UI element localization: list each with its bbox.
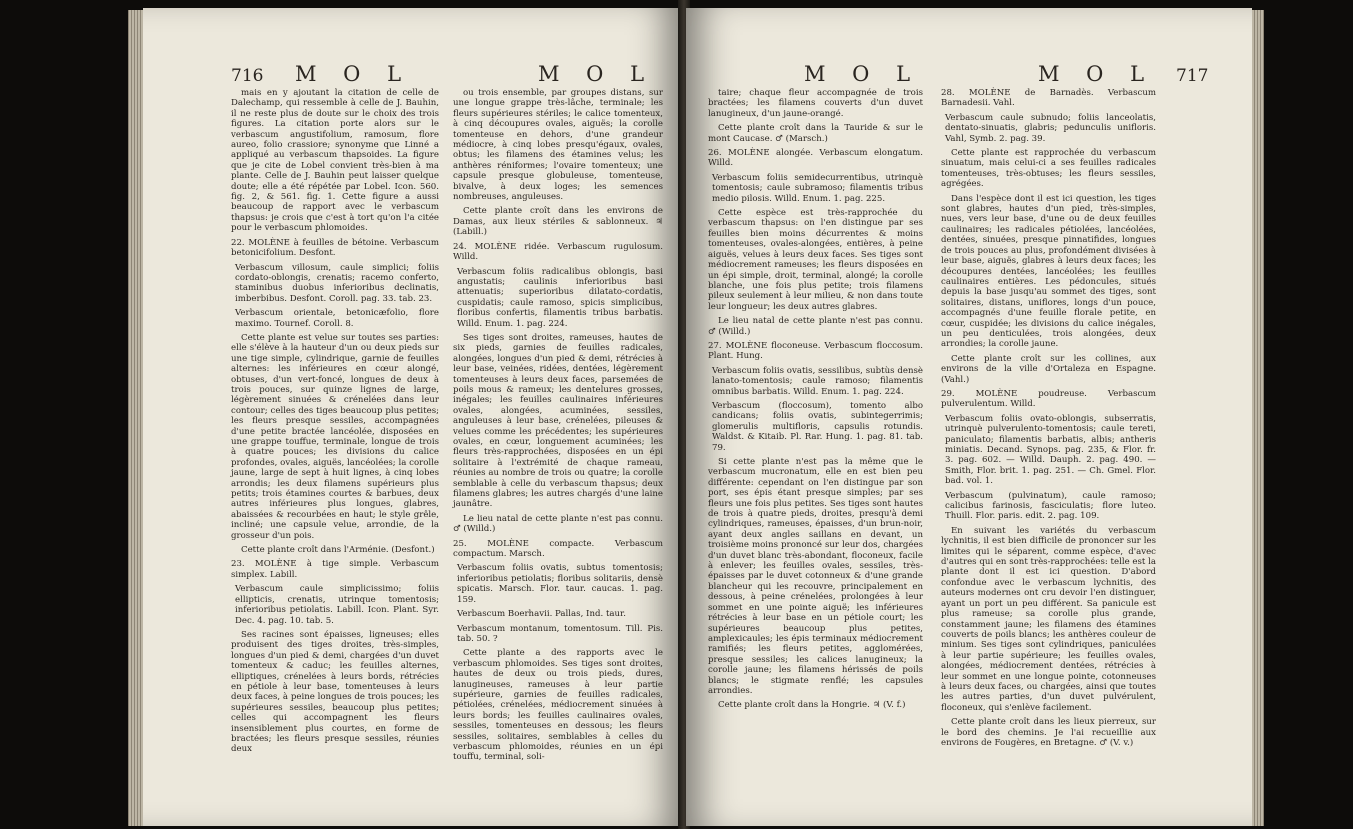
left-running-head: M O L (295, 62, 412, 86)
paragraph: ou trois ensemble, par groupes distans, sur une longue grappe très-lâche, terminale; les fleurs supérieures stériles; le calice tomenteux, à cinq découpures ovales, aiguës; la corolle tomenteuse en dehors, d'une grandeur médiocre, à cinq lobes presqu'égaux, ovales, obtus; les filamens des étamines velus; les anthères réniformes; l'ovaire tomenteux; une capsule presque globuleuse, tomenteuse, bivalve, à deux loges; les semences nombreuses, anguleuses. (453, 88, 663, 203)
paragraph: Ses tiges sont droites, rameuses, hautes de six pieds, garnies de feuilles radicales, alongées, longues d'un pied & demi, rétrécies à leur base, veinées, ridées, dentées, légèrement tomenteuses à leurs deux faces, parsemées de poils mous & rameux; les dentelures grosses, inégales; les feuilles caulinaires inférieures ovales, alongées, acuminées, sessiles, anguleuses à leur base, crénelées, pileuses & velues comme les précédentes; les supérieures ovales, en cœur, longuement acuminées; les fleurs très-rapprochées, disposées en un épi solitaire à l'extrémité de chaque rameau, réunies au nombre de trois ou quatre; la corolle semblable à celle du verbascum thapsus; deux filamens glabres; les autres chargés d'une laine jaunâtre. (453, 332, 663, 510)
citation: Verbascum foliis radicalibus oblongis, basi angustatis; caulinis inferioribus basi attenuatis; superioribus dilatato-cordatis, cuspidatis; caule ramoso, spicis simplicibus, floribus confertis, filamentis tribus barbatis. Willd. Enum. 1. pag. 224. (457, 266, 663, 329)
paragraph: Cette plante croît dans les lieux pierreux, sur le bord des chemins. Je l'ai recueillie aux environs de Fougères, en Bretagne. ♂ (V. v.) (941, 717, 1156, 748)
left-page-number: 716 (231, 66, 264, 86)
paragraph: En suivant les variétés du verbascum lychnitis, il est bien difficile de prononcer sur les limites qui le séparent, comme espèce, d'avec d'autres qui en sont très-rapprochées: telle est la plante dont il est ici question. D'abord confondue avec le verbascum lychnitis, des auteurs modernes ont cru devoir l'en distinguer, ayant un port un peu différent. Sa panicule est plus rameuse; sa corolle plus grande, constamment jaune; les filamens des étamines couverts de poils blancs; les anthères couleur de minium. Ses tiges sont cylindriques, paniculées à leur partie supérieure; les feuilles ovales, alongées, médiocrement dentées, rétrécies à leur sommet en une longue pointe, cotonneuses à leurs deux faces, ou chargées, ainsi que toutes les autres parties, d'un duvet pulvérulent, floconeux, qui s'enlève facilement. (941, 525, 1156, 713)
species-heading: 22. MOLÈNE à feuilles de bétoine. Verbascum betonicifolium. Desfont. (231, 237, 439, 259)
species-heading: 27. MOLÈNE floconeuse. Verbascum floccosum. Plant. Hung. (708, 340, 923, 362)
right-running-head-2: M O L (1038, 62, 1155, 86)
right-column-2 (941, 88, 1156, 752)
left-running-head-2: M O L (538, 62, 655, 86)
paragraph: Cette plante croît sur les collines, aux environs de la ville d'Ortaleza en Espagne. (Vahl.) (941, 353, 1156, 385)
paragraph: Ses racines sont épaisses, ligneuses; elles produisent des tiges droites, très-simples, longues d'un pied & demi, chargées d'un duvet tomenteux & caduc; les feuilles alternes, elliptiques, crénelées à leurs bords, rétrécies en pétiole à leur base, tomenteuses à leurs deux faces, à peine longues de trois pouces; les supérieures sessiles, beaucoup plus petites; celles qui accompagnent les fleurs insensiblement plus courtes, en forme de bractées; les fleurs presque sessiles, réunies deux (231, 629, 439, 755)
citation: Verbascum foliis ovatis, subtus tomentosis; inferioribus petiolatis; floribus solitariis, densè spicatis. Marsch. Flor. taur. caucas. 1. pag. 159. (457, 563, 663, 605)
species-heading: 25. MOLÈNE compacte. Verbascum compactum. Marsch. (453, 538, 663, 560)
left-column-1 (231, 88, 439, 759)
right-column-1 (708, 88, 923, 715)
citation: Verbascum (pulvinatum), caule ramoso; calicibus farinosis, fasciculatis; flore luteo. Thuill. Flor. paris. edit. 2. pag. 109. (945, 490, 1156, 522)
paragraph: Si cette plante n'est pas la même que le verbascum mucronatum, elle en est bien peu différente: cependant on l'en distingue par son port, ses épis étant presque simples; par ses fleurs une fois plus petites. Ses tiges sont hautes de trois à quatre pieds, droites, presqu'à demi cylindriques, rameuses, épaisses, d'un brun-noir, ayant deux angles saillans en devant, un troisième moins prononcé sur leur dos, chargées d'un duvet blanc très-abondant, floconeux, facile à enlever; les feuilles ovales, sessiles, très-épaisses par le duvet cotonneux & d'une grande blancheur qui les recouvre, principalement en dessous, à peine crénelées, prolongées à leur sommet en une pointe aiguë; les inférieures rétrécies à leur base en un pétiole court; les supérieures beaucoup plus petites, amplexicaules; les épis terminaux médiocrement ramifiés; les fleurs petites, agglomérées, presque sessiles; les calices lanugineux; la corolle jaune; les filamens hérissés de poils blancs; le stigmate renflé; les capsules arrondies. (708, 457, 923, 696)
paragraph: mais en y ajoutant la citation de celle de Dalechamp, qui ressemble à celle de J. Bauhin, il ne reste plus de doute sur le choix des trois figures. La citation porte alors sur le verbascum angustifolium, ramosum, flore aureo, folio crassiore; synonyme que Linné a appliqué au verbascum thapsoides. La figure que je cite de Lobel convient très-bien à ma plante. Celle de J. Bauhin peut laisser quelque doute; elle a été répétée par Lobel. Icon. 560. fig. 2, & 561. fig. 1. Cette figure a aussi beaucoup de rapport avec le verbascum thapsus: je crois que c'est à tort qu'on l'a citée pour le verbascum phlomoides. (231, 88, 439, 234)
paragraph: taire; chaque fleur accompagnée de trois bractées; les filamens couverts d'un duvet lanugineux, d'un jaune-orangé. (708, 88, 923, 119)
citation: Verbascum Boerhavii. Pallas, Ind. taur. (457, 609, 626, 620)
species-heading: 23. MOLÈNE à tige simple. Verbascum simplex. Labill. (231, 559, 439, 580)
right-page (686, 8, 1252, 826)
paragraph: Cette plante est velue sur toutes ses parties: elle s'élève à la hauteur d'un ou deux pieds sur une tige simple, cylindrique, garnie de feuilles alternes: les inférieures en cœur alongé, obtuses, d'un vert-foncé, longues de deux à trois pouces, sur quinze lignes de large, légèrement sinuées & crénelées dans leur contour; celles des tiges beaucoup plus petites; les fleurs presque sessiles, accompagnées d'une petite bractée lancéolée, disposées en une grappe touffue, terminale, longue de trois à quatre pouces; les divisions du calice profondes, ovales, aiguës, lancéolées; la corolle jaune, large de sept à huit lignes, à cinq lobes arrondis; les deux filamens supérieurs plus petits; trois étamines courtes & barbues, deux autres inférieures plus longues, glabres, abaissées & recourbées en haut; le style grêle, incliné; une capsule velue, arrondie, de la grosseur d'un pois. (231, 332, 439, 541)
right-running-head: M O L (804, 62, 921, 86)
paragraph: Cette plante croît dans l'Arménie. (Desfont.) (241, 545, 435, 556)
paragraph: Cette plante a des rapports avec le verbascum phlomoides. Ses tiges sont droites, hautes de deux ou trois pieds, dures, lanugineuses, rameuses à leur partie supérieure, garnies de feuilles radicales, pétiolées, crénelées, médiocrement sinuées à leurs bords; les feuilles caulinaires ovales, sessiles, tomenteuses en dessous; les fleurs sessiles, solitaires, semblables à celles du verbascum phlomoides, réunies en un épi touffu, terminal, soli- (453, 648, 663, 763)
citation: Verbascum foliis semidecurrentibus, utrinquè tomentosis; caule subramoso; filamentis tribus medio pilosis. Willd. Enum. 1. pag. 225. (712, 172, 923, 204)
citation: Verbascum foliis ovato-oblongis, subserratis, utrinquè pulverulento-tomentosis; caule tereti, paniculato; filamentis barbatis, albis; antheris miniatis. Decand. Synops. pag. 235, & Flor. fr. 3. pag. 602. — Willd. Dauph. 2. pag. 490. — Smith, Flor. brit. 1. pag. 251. — Ch. Gmel. Flor. bad. vol. 1. (945, 413, 1156, 487)
citation: Verbascum orientale, betonicæfolio, flore maximo. Tournef. Coroll. 8. (235, 308, 439, 329)
book-edge-left (128, 10, 144, 826)
book-edge-right (1252, 10, 1264, 826)
paragraph: Cette plante est rapprochée du verbascum sinuatum, mais celui-ci a ses feuilles radicales tomenteuses, très-obtuses; les fleurs sessiles, agrégées. (941, 148, 1156, 190)
paragraph: Le lieu natal de cette plante n'est pas connu. ♂ (Willd.) (453, 513, 663, 535)
paragraph: Cette espèce est très-rapprochée du verbascum thapsus: on l'en distingue par ses feuilles bien moins décurrentes & moins tomenteuses, ovales-alongées, entières, à peine aiguës, velues à leurs deux faces. Ses tiges sont médiocrement rameuses; les fleurs disposées en un épi simple, droit, terminal, alongé; la corolle blanche, une fois plus petite; trois filamens pileux seulement à leur milieu, & non dans toute leur longueur; les deux autres glabres. (708, 208, 923, 312)
species-heading: 26. MOLÈNE alongée. Verbascum elongatum. Willd. (708, 148, 923, 169)
citation: Verbascum caule subnudo; foliis lanceolatis, dentato-sinuatis, glabris; pedunculis unifloris. Vahl, Symb. 2. pag. 39. (945, 112, 1156, 144)
citation: Verbascum (floccosum), tomento albo candicans; foliis ovatis, subintegerrimis; glomerulis multifloris, capsulis rotundis. Waldst. & Kitaib. Pl. Rar. Hung. 1. pag. 81. tab. 79. (712, 400, 923, 453)
left-page (143, 8, 681, 826)
citation: Verbascum montanum, tomentosum. Till. Pis. tab. 50. ? (457, 623, 663, 644)
species-heading: 29. MOLÈNE poudreuse. Verbascum pulverulentum. Willd. (941, 388, 1156, 410)
citation: Verbascum foliis ovatis, sessilibus, subtùs densè lanato-tomentosis; caule ramoso; filamentis omnibus barbatis. Willd. Enum. 1. pag. 224. (712, 365, 923, 397)
citation: Verbascum villosum, caule simplici; foliis cordato-oblongis, crenatis; racemo conferto, staminibus duobus inferioribus declinatis, imberbibus. Desfont. Coroll. pag. 33. tab. 23. (235, 262, 439, 304)
paragraph: Dans l'espèce dont il est ici question, les tiges sont glabres, hautes d'un pied, très-simples, nues, vers leur base, d'une ou de deux feuilles caulinaires; les radicales pétiolées, lancéolées, dentées, sinuées, presque pinnatifides, longues de trois pouces au plus, profondément divisées à leur base, aiguës, glabres à leurs deux faces; les découpures dentées, lancéolées; les feuilles caulinaires entières. Les pédoncules, situés depuis la base jusqu'au sommet des tiges, sont solitaires, distans, uniflores, longs d'un pouce, accompagnés d'une feuille florale petite, en cœur, cuspidée; les divisions du calice inégales, un peu denticulées, trois alongées, deux arrondies; la corolle jaune. (941, 193, 1156, 350)
species-heading: 24. MOLÈNE ridée. Verbascum rugulosum. Willd. (453, 241, 663, 263)
paragraph: Le lieu natal de cette plante n'est pas connu. ♂ (Willd.) (708, 316, 923, 337)
paragraph: Cette plante croît dans la Tauride & sur le mont Caucase. ♂ (Marsch.) (708, 123, 923, 144)
left-column-2 (453, 88, 663, 767)
paragraph: Cette plante croît dans la Hongrie. ♃ (V. f.) (718, 700, 906, 711)
citation: Verbascum caule simplicissimo; foliis ellipticis, crenatis, utrinque tomentosis; inferioribus petiolatis. Labill. Icon. Plant. Syr. Dec. 4. pag. 10. tab. 5. (235, 584, 439, 626)
species-heading: 28. MOLÈNE de Barnadès. Verbascum Barnadesii. Vahl. (941, 88, 1156, 109)
right-page-number: 717 (1176, 66, 1209, 86)
paragraph: Cette plante croît dans les environs de Damas, aux lieux stériles & sablonneux. ♃ (Labill.) (453, 206, 663, 238)
